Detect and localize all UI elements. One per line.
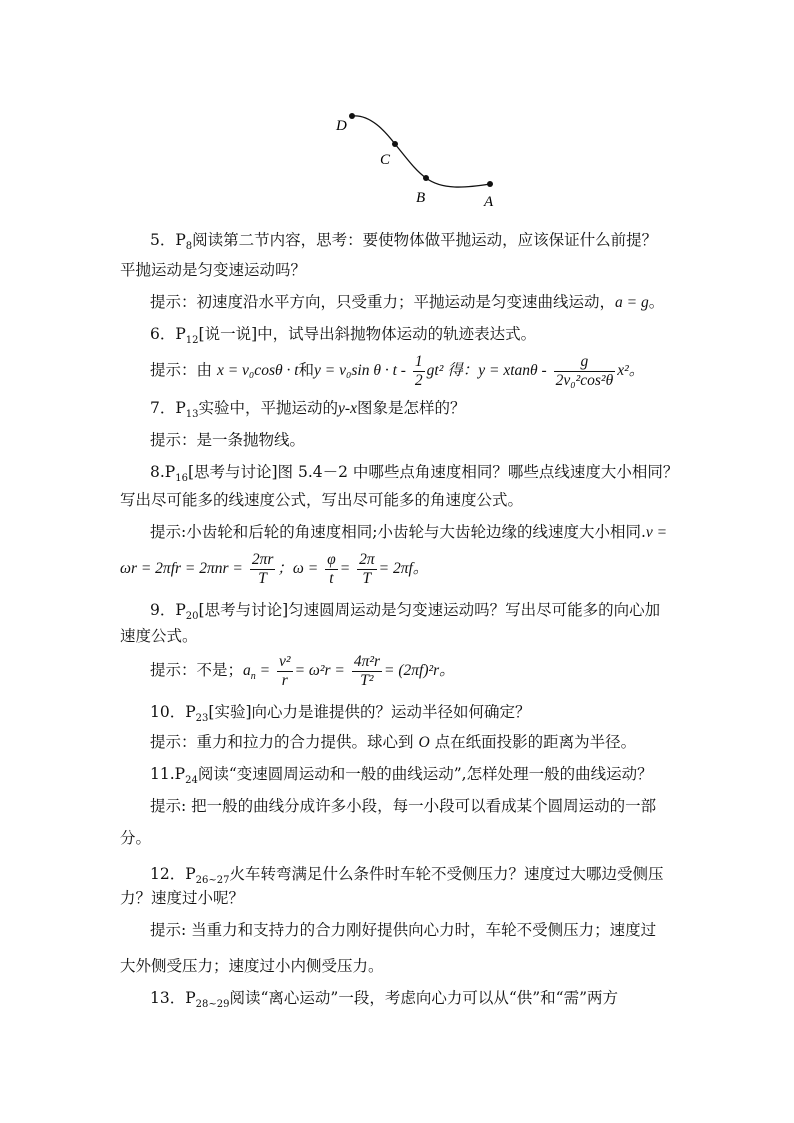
label-b: B: [416, 190, 426, 206]
fraction: $\frac{2\pi}{T}$: [359, 550, 375, 587]
q11-hint2: 分。: [120, 829, 152, 847]
q8-line1: $8.P_{16}$[思考与讨论]图 5.4－2 中哪些点角速度相同？哪些点线速度大小相同？: [150, 463, 679, 485]
point-c: [392, 141, 398, 147]
fraction: $\frac{\varphi}{t}$: [327, 550, 336, 587]
q8-line2: 写出尽可能多的线速度公式，写出尽可能多的角速度公式。: [120, 491, 524, 509]
label-a: A: [484, 194, 494, 210]
q12-hint2: 大外侧受压力；速度过小内侧受压力。: [120, 957, 384, 975]
q7-line1: 7．$P_{13}$实验中，平抛运动的y-x图象是怎样的？: [150, 399, 466, 421]
fraction: $\frac{\text{v²}}{r}$: [279, 652, 291, 689]
q8-hint: 提示:小齿轮和后轮的角速度相同;小齿轮与大齿轮边缘的线速度大小相同.v =: [150, 523, 668, 541]
q12-line1: 12．$P_{26\sim 27}$火车转弯满足什么条件时车轮不受侧压力？速度过大哪边受侧压: [150, 865, 664, 887]
point-d: [349, 113, 355, 119]
q6-line1: 6．$P_{12}$[说一说]中，试导出斜抛物体运动的轨迹表达式。: [150, 325, 537, 347]
curve-figure: [330, 96, 510, 212]
q6-hint: 提示：由 x = v₀cosθ · t和y = v₀sin θ · t - $\frac{1}{2}$ gt² 得：y = xtanθ - $\frac{g}{\text{2v₀²cos²θ}}$ x²。: [150, 352, 645, 389]
q9-hint: 提示：不是；$a_n$ = $\frac{\text{v²}}{r}$ = ω²r = $\frac{\text{4π²r}}{\text{T²}}$ = (2πf)²r。: [150, 652, 455, 689]
label-d: D: [336, 118, 347, 134]
q11-hint: 提示: 把一般的曲线分成许多小段，每一小段可以看成某个圆周运动的一部: [150, 797, 657, 815]
q5-line1: 5．$P_8$阅读第二节内容，思考：要使物体做平抛运动，应该保证什么前提？: [150, 231, 658, 253]
trajectory-curve: [352, 116, 490, 187]
q5-line2: 平抛运动是匀变速运动吗？: [120, 261, 307, 279]
q7-hint: 提示：是一条抛物线。: [150, 431, 306, 449]
label-c: C: [380, 152, 391, 168]
fraction: $\frac{\text{4π²r}}{\text{T²}}$: [353, 652, 381, 689]
q10-hint: 提示：重力和拉力的合力提供。球心到 O 点在纸面投影的距离为半径。: [150, 733, 637, 751]
q12-hint: 提示: 当重力和支持力的合力刚好提供向心力时，车轮不受侧压力；速度过: [150, 921, 657, 939]
q9-line1: 9．$P_{20}$[思考与讨论]匀速圆周运动是匀变速运动吗？写出尽可能多的向心加: [150, 601, 661, 623]
fraction: $\frac{g}{\text{2v₀²cos²θ}}$: [555, 352, 614, 389]
fraction: $\frac{1}{2}$: [414, 352, 423, 389]
q11-line1: $11.P_{24}$阅读“变速圆周运动和一般的曲线运动”,怎样处理一般的曲线运动？: [150, 765, 653, 787]
q10-line1: 10．$P_{23}$[实验]向心力是谁提供的？运动半径如何确定？: [150, 703, 531, 725]
q5-hint: 提示：初速度沿水平方向，只受重力；平抛运动是匀变速曲线运动，a = g。: [150, 293, 665, 311]
point-b: [423, 175, 429, 181]
point-a: [487, 181, 493, 187]
q12-line2: 力？速度过小呢？: [120, 889, 245, 907]
q8-formula: ωr = 2πfr = 2πnr = $\frac{2\pi r}{T}$ ；ω = $\frac{\varphi}{t}$ = $\frac{2\pi}{T}$ = 2πf。: [120, 550, 429, 587]
fraction: $\frac{2\pi r}{T}$: [251, 550, 274, 587]
q13-line1: 13．$P_{28\sim 29}$阅读“离心运动”一段，考虑向心力可以从“供”和“需”两方: [150, 989, 619, 1011]
q9-line2: 速度公式。: [120, 627, 198, 645]
